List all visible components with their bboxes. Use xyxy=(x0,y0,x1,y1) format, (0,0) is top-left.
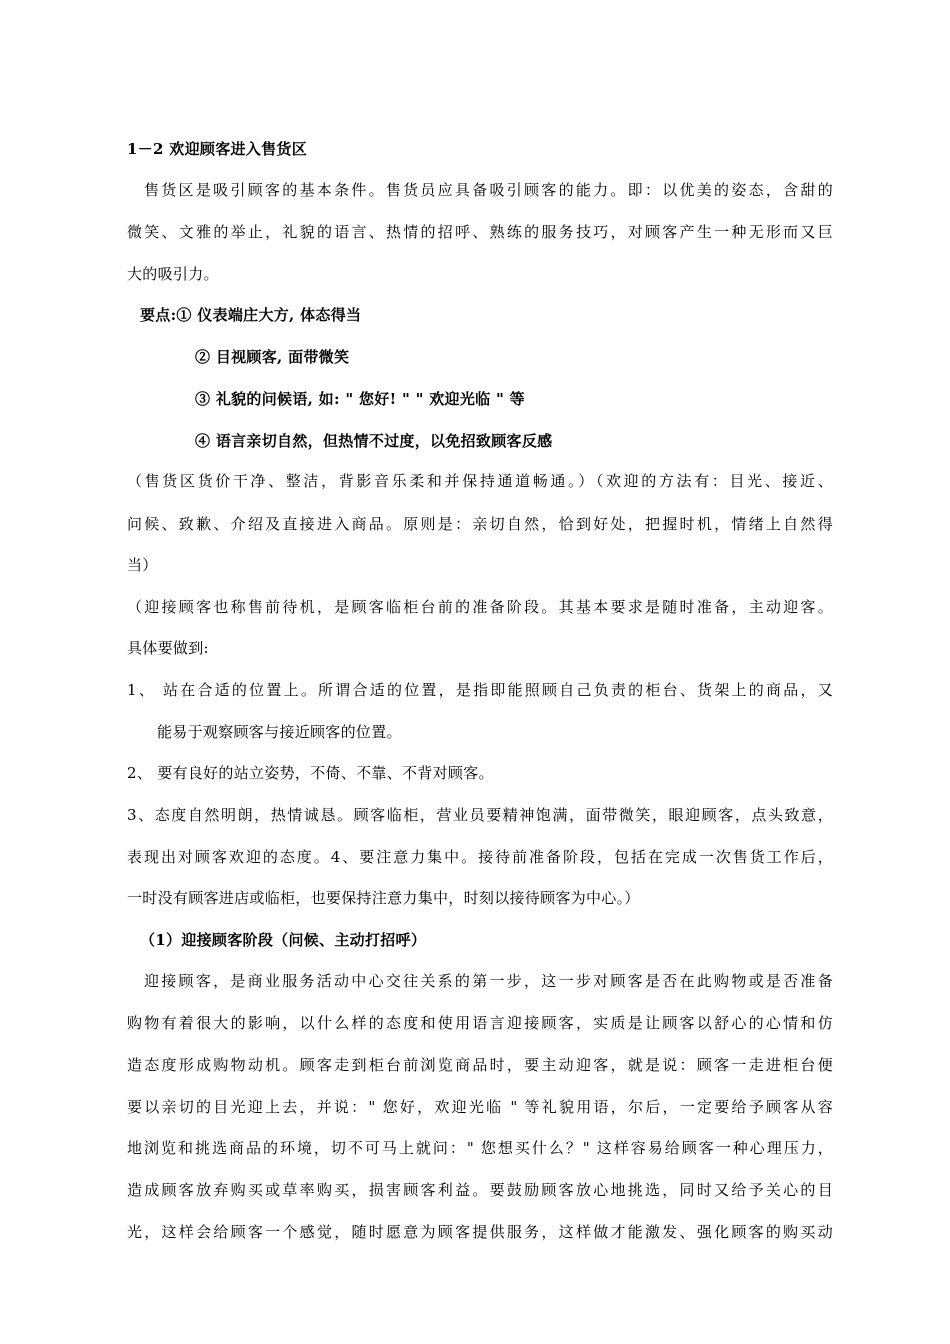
body-line-5: 地浏览和挑选商品的环境，切不可马上就问：" 您想买什么？" 这样容易给顾客一种心理压力， xyxy=(127,1139,833,1157)
body-line-2: 购物有着很大的影响，以什么样的态度和使用语言迎接顾客，实质是让顾客以舒心的心情和仿 xyxy=(127,1014,833,1032)
body-line-3: 造态度形成购物动机。顾客走到柜台前浏览商品时，要主动迎客，就是说：顾客一走进柜台便 xyxy=(127,1056,833,1074)
list-item-3: 3、态度自然明朗，热情诚恳。顾客临柜，营业员要精神饱满，面带微笑，眼迎顾客，点头致意， xyxy=(127,806,833,824)
subheading: （1）迎接顾客阶段（问候、主动打招呼） xyxy=(140,931,427,949)
section-title: 1－2 欢迎顾客进入售货区 xyxy=(127,140,307,158)
list-item-1-cont: 能易于观察顾客与接近顾客的位置。 xyxy=(157,723,402,741)
body-line-1: 迎接顾客，是商业服务活动中心交往关系的第一步，这一步对顾客是否在此购物或是否准备 xyxy=(144,972,833,990)
intro-line-1: 售货区是吸引顾客的基本条件。售货员应具备吸引顾客的能力。即：以优美的姿态，含甜的 xyxy=(144,181,833,199)
intro-line-3: 大的吸引力。 xyxy=(127,265,219,283)
body-line-4: 要以亲切的目光迎上去，并说：" 您好，欢迎光临 " 等礼貌用语，尔后，一定要给予顾客从容 xyxy=(127,1098,833,1116)
note2-line-2: 具体要做到: xyxy=(127,639,209,657)
list-item-1: 1、 站在合适的位置上。所谓合适的位置，是指即能照顾自己负责的柜台、货架上的商品，又 xyxy=(127,681,833,699)
intro-line-2: 微笑、文雅的举止，礼貌的语言、热情的招呼、熟练的服务技巧，对顾客产生一种无形而又巨 xyxy=(127,223,833,241)
key-point-4: ④ 语言亲切自然，但热情不过度，以免招致顾客反感 xyxy=(195,432,553,450)
key-point-1: 要点:① 仪表端庄大方, 体态得当 xyxy=(140,306,362,324)
note1-line-3: 当） xyxy=(127,556,158,574)
note1-line-1: （售货区货价干净、整洁，背影音乐柔和并保持通道畅通。）（欢迎的方法有：目光、接近、 xyxy=(127,472,833,490)
note2-line-1: （迎接顾客也称售前待机，是顾客临柜台前的准备阶段。其基本要求是随时准备，主动迎客。 xyxy=(127,598,833,616)
list-item-3-cont-1: 表现出对顾客欢迎的态度。4、要注意力集中。接待前准备阶段，包括在完成一次售货工作后， xyxy=(127,848,833,866)
body-line-6: 造成顾客放弃购买或草率购买，损害顾客利益。要鼓励顾客放心地挑选，同时又给予关心的目 xyxy=(127,1181,833,1199)
note1-line-2: 问候、致歉、介绍及直接进入商品。原则是：亲切自然，恰到好处，把握时机，情绪上自然得 xyxy=(127,515,833,533)
list-item-3-cont-2: 一时没有顾客进店或临柜，也要保持注意力集中，时刻以接待顾客为中心。） xyxy=(127,889,640,907)
key-point-3: ③ 礼貌的问候语, 如: " 您好! " " 欢迎光临 " 等 xyxy=(195,390,525,408)
list-item-2: 2、 要有良好的站立姿势，不倚、不靠、不背对顾客。 xyxy=(127,764,494,782)
body-line-7: 光，这样会给顾客一个感觉，随时愿意为顾客提供服务，这样做才能激发、强化顾客的购买动 xyxy=(127,1223,833,1241)
key-point-2: ② 目视顾客, 面带微笑 xyxy=(195,348,350,366)
